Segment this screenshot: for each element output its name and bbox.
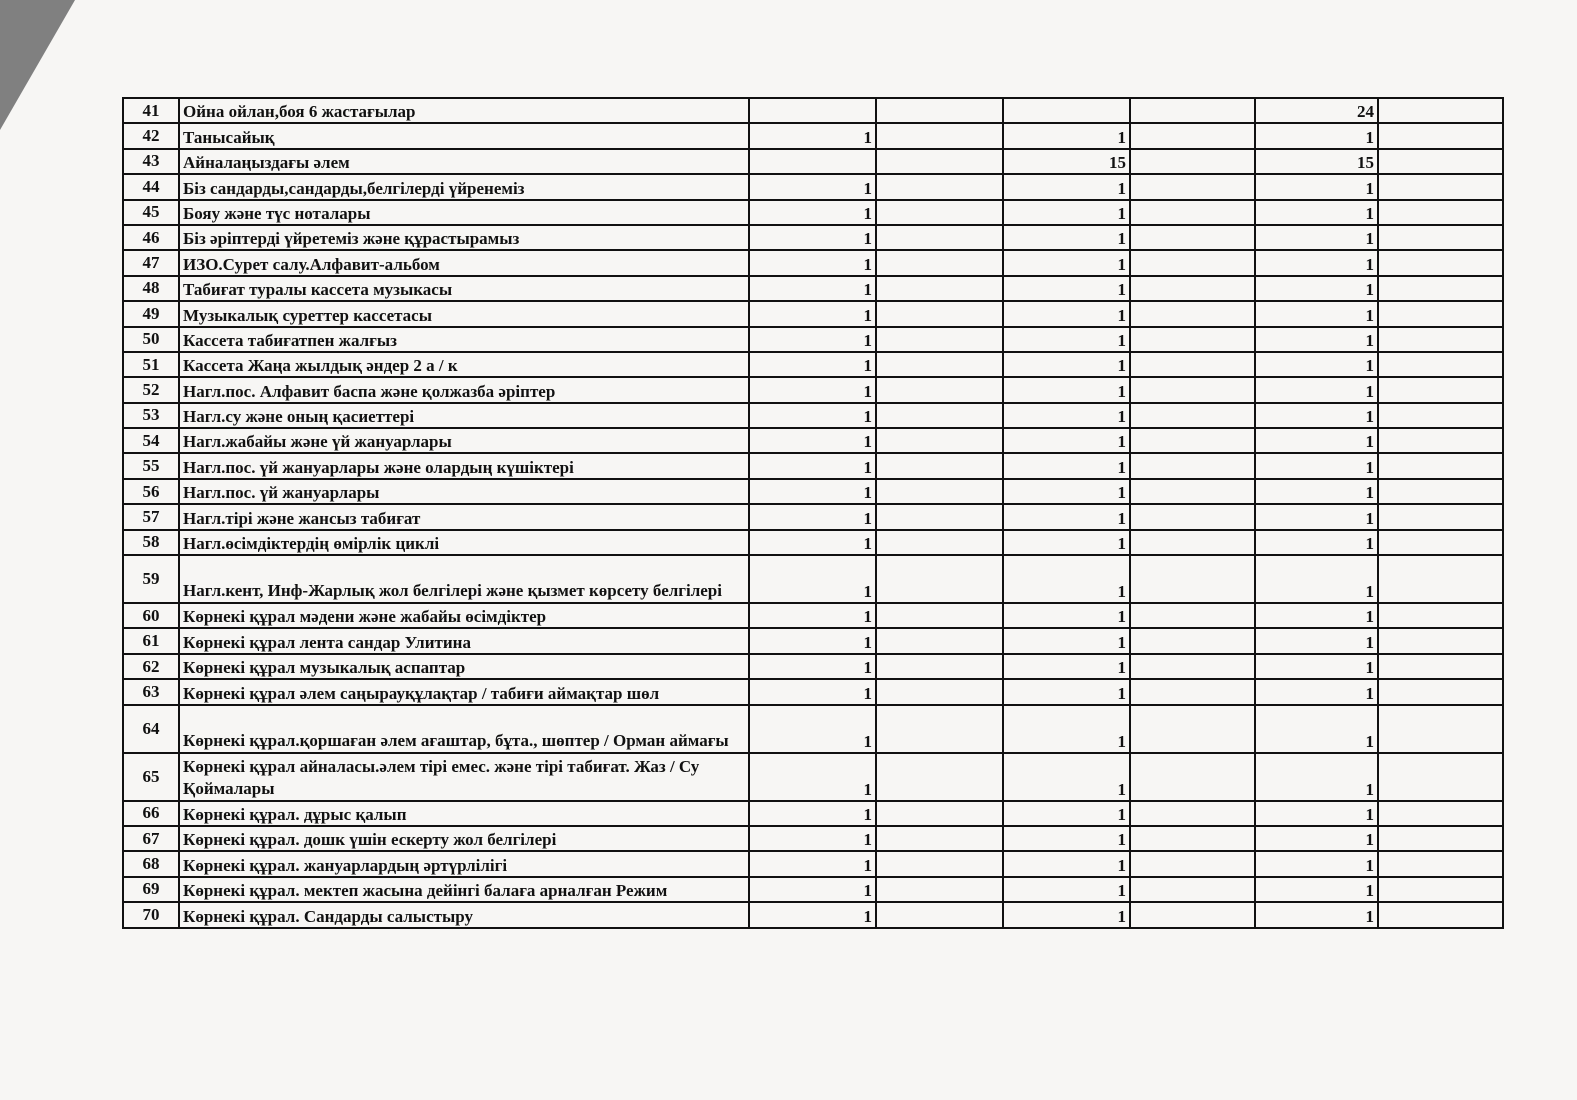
value-col-5: 1 [1255, 877, 1378, 902]
value-col-1: 1 [749, 453, 876, 478]
table-row [123, 428, 1503, 453]
value-col-5: 1 [1255, 479, 1378, 504]
value-col-5: 1 [1255, 705, 1378, 753]
value-col-4 [1130, 200, 1255, 225]
value-col-3: 1 [1003, 428, 1130, 453]
item-name: Көрнекі құрал. дұрыс қалып [179, 801, 749, 826]
value-col-1: 1 [749, 679, 876, 704]
value-col-2 [876, 352, 1003, 377]
value-col-2 [876, 826, 1003, 851]
item-name: Нагл.пос. үй жануарлары [179, 479, 749, 504]
value-col-5: 24 [1255, 98, 1378, 123]
value-col-3: 1 [1003, 679, 1130, 704]
value-col-2 [876, 403, 1003, 428]
value-col-2 [876, 327, 1003, 352]
value-col-6 [1378, 123, 1503, 148]
value-col-3: 1 [1003, 705, 1130, 753]
value-col-3: 1 [1003, 902, 1130, 927]
value-col-5: 1 [1255, 753, 1378, 801]
value-col-5: 1 [1255, 403, 1378, 428]
value-col-3: 1 [1003, 753, 1130, 801]
item-name: Нагл.кент, Инф-Жарлық жол белгілері және қызмет көрсету белгілері [179, 555, 749, 603]
value-col-6 [1378, 149, 1503, 174]
value-col-5: 1 [1255, 174, 1378, 199]
item-name: Табиғат туралы кассета музыкасы [179, 276, 749, 301]
value-col-3: 1 [1003, 851, 1130, 876]
value-col-4 [1130, 123, 1255, 148]
item-name: Көрнекі құрал мәдени және жабайы өсімдіктер [179, 603, 749, 628]
value-col-4 [1130, 753, 1255, 801]
row-number: 67 [123, 826, 179, 851]
item-name: Көрнекі құрал лента сандар Улитина [179, 628, 749, 653]
value-col-5: 1 [1255, 225, 1378, 250]
table-row [123, 123, 1503, 148]
value-col-6 [1378, 301, 1503, 326]
value-col-2 [876, 679, 1003, 704]
value-col-4 [1130, 276, 1255, 301]
row-number: 69 [123, 877, 179, 902]
value-col-6 [1378, 98, 1503, 123]
value-col-2 [876, 479, 1003, 504]
value-col-4 [1130, 826, 1255, 851]
value-col-4 [1130, 428, 1255, 453]
value-col-1: 1 [749, 753, 876, 801]
value-col-4 [1130, 403, 1255, 428]
value-col-4 [1130, 801, 1255, 826]
value-col-5: 1 [1255, 504, 1378, 529]
value-col-4 [1130, 250, 1255, 275]
value-col-1: 1 [749, 225, 876, 250]
value-col-6 [1378, 403, 1503, 428]
table-row [123, 98, 1503, 123]
value-col-2 [876, 801, 1003, 826]
value-col-1: 1 [749, 352, 876, 377]
value-col-2 [876, 654, 1003, 679]
value-col-3: 1 [1003, 225, 1130, 250]
value-col-4 [1130, 628, 1255, 653]
value-col-6 [1378, 826, 1503, 851]
value-col-2 [876, 504, 1003, 529]
value-col-4 [1130, 327, 1255, 352]
value-col-6 [1378, 705, 1503, 753]
row-number: 50 [123, 327, 179, 352]
value-col-1: 1 [749, 327, 876, 352]
value-col-5: 1 [1255, 301, 1378, 326]
value-col-4 [1130, 149, 1255, 174]
value-col-3: 1 [1003, 403, 1130, 428]
value-col-2 [876, 902, 1003, 927]
value-col-1: 1 [749, 654, 876, 679]
row-number: 70 [123, 902, 179, 927]
value-col-1 [749, 149, 876, 174]
value-col-6 [1378, 250, 1503, 275]
value-col-3: 1 [1003, 530, 1130, 555]
table-row [123, 327, 1503, 352]
table-row [123, 403, 1503, 428]
value-col-1: 1 [749, 428, 876, 453]
value-col-4 [1130, 352, 1255, 377]
value-col-4 [1130, 504, 1255, 529]
row-number: 47 [123, 250, 179, 275]
value-col-3: 1 [1003, 654, 1130, 679]
value-col-4 [1130, 301, 1255, 326]
item-name: Нагл.жабайы және үй жануарлары [179, 428, 749, 453]
table-row [123, 530, 1503, 555]
table-row [123, 174, 1503, 199]
value-col-6 [1378, 801, 1503, 826]
item-name: Нагл.пос. Алфавит баспа және қолжазба әріптер [179, 377, 749, 402]
row-number: 44 [123, 174, 179, 199]
value-col-2 [876, 377, 1003, 402]
table-row [123, 801, 1503, 826]
item-name: Көрнекі құрал. дошк үшін ескерту жол белгілері [179, 826, 749, 851]
item-name: Көрнекі құрал. Сандарды салыстыру [179, 902, 749, 927]
value-col-1: 1 [749, 801, 876, 826]
row-number: 66 [123, 801, 179, 826]
value-col-5: 15 [1255, 149, 1378, 174]
value-col-3: 1 [1003, 603, 1130, 628]
item-name: Біз әріптерді үйретеміз және құрастырамыз [179, 225, 749, 250]
row-number: 59 [123, 555, 179, 603]
value-col-6 [1378, 877, 1503, 902]
value-col-1: 1 [749, 902, 876, 927]
value-col-3: 1 [1003, 327, 1130, 352]
value-col-5: 1 [1255, 826, 1378, 851]
value-col-2 [876, 428, 1003, 453]
value-col-2 [876, 603, 1003, 628]
item-name: Нагл.су және оның қасиеттері [179, 403, 749, 428]
value-col-2 [876, 851, 1003, 876]
value-col-4 [1130, 225, 1255, 250]
value-col-3: 1 [1003, 628, 1130, 653]
row-number: 41 [123, 98, 179, 123]
table-row [123, 851, 1503, 876]
table-row [123, 276, 1503, 301]
value-col-1: 1 [749, 504, 876, 529]
value-col-2 [876, 149, 1003, 174]
value-col-6 [1378, 377, 1503, 402]
value-col-4 [1130, 98, 1255, 123]
value-col-6 [1378, 902, 1503, 927]
row-number: 54 [123, 428, 179, 453]
value-col-5: 1 [1255, 428, 1378, 453]
value-col-3: 1 [1003, 504, 1130, 529]
value-col-1: 1 [749, 200, 876, 225]
item-name: Кассета Жаңа жылдық әндер 2 а / к [179, 352, 749, 377]
value-col-2 [876, 301, 1003, 326]
value-col-6 [1378, 276, 1503, 301]
value-col-3: 1 [1003, 301, 1130, 326]
table-row [123, 679, 1503, 704]
value-col-2 [876, 225, 1003, 250]
value-col-2 [876, 877, 1003, 902]
value-col-2 [876, 276, 1003, 301]
item-name: Бояу және түс ноталары [179, 200, 749, 225]
table-row [123, 225, 1503, 250]
value-col-5: 1 [1255, 679, 1378, 704]
value-col-4 [1130, 902, 1255, 927]
row-number: 53 [123, 403, 179, 428]
item-name: Нагл.пос. үй жануарлары және олардың күшіктері [179, 453, 749, 478]
value-col-4 [1130, 851, 1255, 876]
value-col-3 [1003, 98, 1130, 123]
inventory-table [122, 97, 1504, 929]
value-col-6 [1378, 504, 1503, 529]
value-col-6 [1378, 225, 1503, 250]
table-row [123, 902, 1503, 927]
value-col-1: 1 [749, 705, 876, 753]
value-col-3: 1 [1003, 801, 1130, 826]
item-name: Нагл.тірі және жансыз табиғат [179, 504, 749, 529]
item-name: Көрнекі құрал.қоршаған әлем ағаштар, бұта., шөптер / Орман аймағы [179, 705, 749, 753]
value-col-3: 1 [1003, 123, 1130, 148]
item-name: Айналаңыздағы әлем [179, 149, 749, 174]
table-row [123, 504, 1503, 529]
value-col-3: 1 [1003, 200, 1130, 225]
value-col-2 [876, 250, 1003, 275]
value-col-6 [1378, 851, 1503, 876]
value-col-6 [1378, 628, 1503, 653]
table-row [123, 200, 1503, 225]
value-col-4 [1130, 530, 1255, 555]
page-corner-shadow [0, 0, 75, 130]
value-col-1: 1 [749, 555, 876, 603]
value-col-1: 1 [749, 877, 876, 902]
value-col-6 [1378, 530, 1503, 555]
item-name: Ойна ойлан,боя 6 жастағылар [179, 98, 749, 123]
row-number: 58 [123, 530, 179, 555]
value-col-6 [1378, 327, 1503, 352]
table-row [123, 377, 1503, 402]
table-row [123, 479, 1503, 504]
value-col-5: 1 [1255, 628, 1378, 653]
value-col-4 [1130, 654, 1255, 679]
value-col-4 [1130, 679, 1255, 704]
value-col-2 [876, 200, 1003, 225]
value-col-3: 1 [1003, 453, 1130, 478]
row-number: 62 [123, 654, 179, 679]
table-row [123, 826, 1503, 851]
value-col-1: 1 [749, 479, 876, 504]
value-col-2 [876, 453, 1003, 478]
value-col-1: 1 [749, 301, 876, 326]
table-row [123, 352, 1503, 377]
row-number: 60 [123, 603, 179, 628]
value-col-4 [1130, 479, 1255, 504]
row-number: 65 [123, 753, 179, 801]
value-col-3: 1 [1003, 555, 1130, 603]
value-col-3: 1 [1003, 174, 1130, 199]
value-col-5: 1 [1255, 377, 1378, 402]
value-col-1: 1 [749, 603, 876, 628]
table-row [123, 453, 1503, 478]
item-name: Көрнекі құрал. мектеп жасына дейінгі балаға арналған Режим [179, 877, 749, 902]
value-col-2 [876, 174, 1003, 199]
row-number: 46 [123, 225, 179, 250]
value-col-6 [1378, 753, 1503, 801]
item-name: Нагл.өсімдіктердің өмірлік циклі [179, 530, 749, 555]
table-row [123, 753, 1503, 801]
value-col-2 [876, 753, 1003, 801]
value-col-6 [1378, 555, 1503, 603]
value-col-1: 1 [749, 530, 876, 555]
item-name: Көрнекі құрал әлем саңырауқұлақтар / табиғи аймақтар шөл [179, 679, 749, 704]
value-col-3: 1 [1003, 479, 1130, 504]
value-col-5: 1 [1255, 123, 1378, 148]
table-row [123, 628, 1503, 653]
table-row [123, 301, 1503, 326]
value-col-3: 1 [1003, 250, 1130, 275]
value-col-5: 1 [1255, 603, 1378, 628]
value-col-6 [1378, 453, 1503, 478]
row-number: 49 [123, 301, 179, 326]
value-col-3: 1 [1003, 276, 1130, 301]
value-col-4 [1130, 877, 1255, 902]
item-name: Көрнекі құрал айналасы.әлем тірі емес. және тірі табиғат. Жаз / Су Қоймалары [179, 753, 749, 801]
value-col-6 [1378, 479, 1503, 504]
value-col-5: 1 [1255, 352, 1378, 377]
table-row [123, 705, 1503, 753]
value-col-5: 1 [1255, 654, 1378, 679]
value-col-5: 1 [1255, 250, 1378, 275]
value-col-3: 1 [1003, 826, 1130, 851]
row-number: 52 [123, 377, 179, 402]
row-number: 63 [123, 679, 179, 704]
value-col-1: 1 [749, 377, 876, 402]
value-col-4 [1130, 705, 1255, 753]
item-name: Музыкалық суреттер кассетасы [179, 301, 749, 326]
row-number: 61 [123, 628, 179, 653]
row-number: 43 [123, 149, 179, 174]
table-row [123, 555, 1503, 603]
row-number: 56 [123, 479, 179, 504]
value-col-5: 1 [1255, 200, 1378, 225]
value-col-5: 1 [1255, 555, 1378, 603]
value-col-3: 15 [1003, 149, 1130, 174]
value-col-1: 1 [749, 628, 876, 653]
value-col-5: 1 [1255, 530, 1378, 555]
table-row [123, 877, 1503, 902]
value-col-3: 1 [1003, 877, 1130, 902]
value-col-2 [876, 705, 1003, 753]
value-col-1: 1 [749, 276, 876, 301]
value-col-4 [1130, 453, 1255, 478]
item-name: Біз сандарды,сандарды,белгілерді үйренеміз [179, 174, 749, 199]
value-col-5: 1 [1255, 276, 1378, 301]
item-name: Көрнекі құрал музыкалық аспаптар [179, 654, 749, 679]
table-row [123, 603, 1503, 628]
value-col-4 [1130, 377, 1255, 402]
value-col-6 [1378, 428, 1503, 453]
value-col-5: 1 [1255, 327, 1378, 352]
value-col-6 [1378, 679, 1503, 704]
table-row [123, 149, 1503, 174]
value-col-5: 1 [1255, 453, 1378, 478]
value-col-6 [1378, 352, 1503, 377]
value-col-6 [1378, 174, 1503, 199]
value-col-3: 1 [1003, 352, 1130, 377]
value-col-2 [876, 555, 1003, 603]
value-col-6 [1378, 200, 1503, 225]
item-name: Кассета табиғатпен жалғыз [179, 327, 749, 352]
value-col-5: 1 [1255, 902, 1378, 927]
value-col-1 [749, 98, 876, 123]
table-row [123, 654, 1503, 679]
value-col-5: 1 [1255, 851, 1378, 876]
row-number: 45 [123, 200, 179, 225]
row-number: 42 [123, 123, 179, 148]
row-number: 55 [123, 453, 179, 478]
value-col-3: 1 [1003, 377, 1130, 402]
table-row [123, 250, 1503, 275]
item-name: ИЗО.Сурет салу.Алфавит-альбом [179, 250, 749, 275]
value-col-1: 1 [749, 826, 876, 851]
item-name: Танысайық [179, 123, 749, 148]
row-number: 68 [123, 851, 179, 876]
value-col-4 [1130, 174, 1255, 199]
row-number: 51 [123, 352, 179, 377]
value-col-2 [876, 628, 1003, 653]
value-col-1: 1 [749, 851, 876, 876]
value-col-2 [876, 98, 1003, 123]
value-col-1: 1 [749, 174, 876, 199]
value-col-5: 1 [1255, 801, 1378, 826]
value-col-1: 1 [749, 250, 876, 275]
value-col-1: 1 [749, 123, 876, 148]
value-col-4 [1130, 603, 1255, 628]
value-col-2 [876, 123, 1003, 148]
row-number: 57 [123, 504, 179, 529]
value-col-1: 1 [749, 403, 876, 428]
row-number: 64 [123, 705, 179, 753]
row-number: 48 [123, 276, 179, 301]
value-col-4 [1130, 555, 1255, 603]
value-col-6 [1378, 603, 1503, 628]
value-col-6 [1378, 654, 1503, 679]
value-col-2 [876, 530, 1003, 555]
item-name: Көрнекі құрал. жануарлардың әртүрлілігі [179, 851, 749, 876]
